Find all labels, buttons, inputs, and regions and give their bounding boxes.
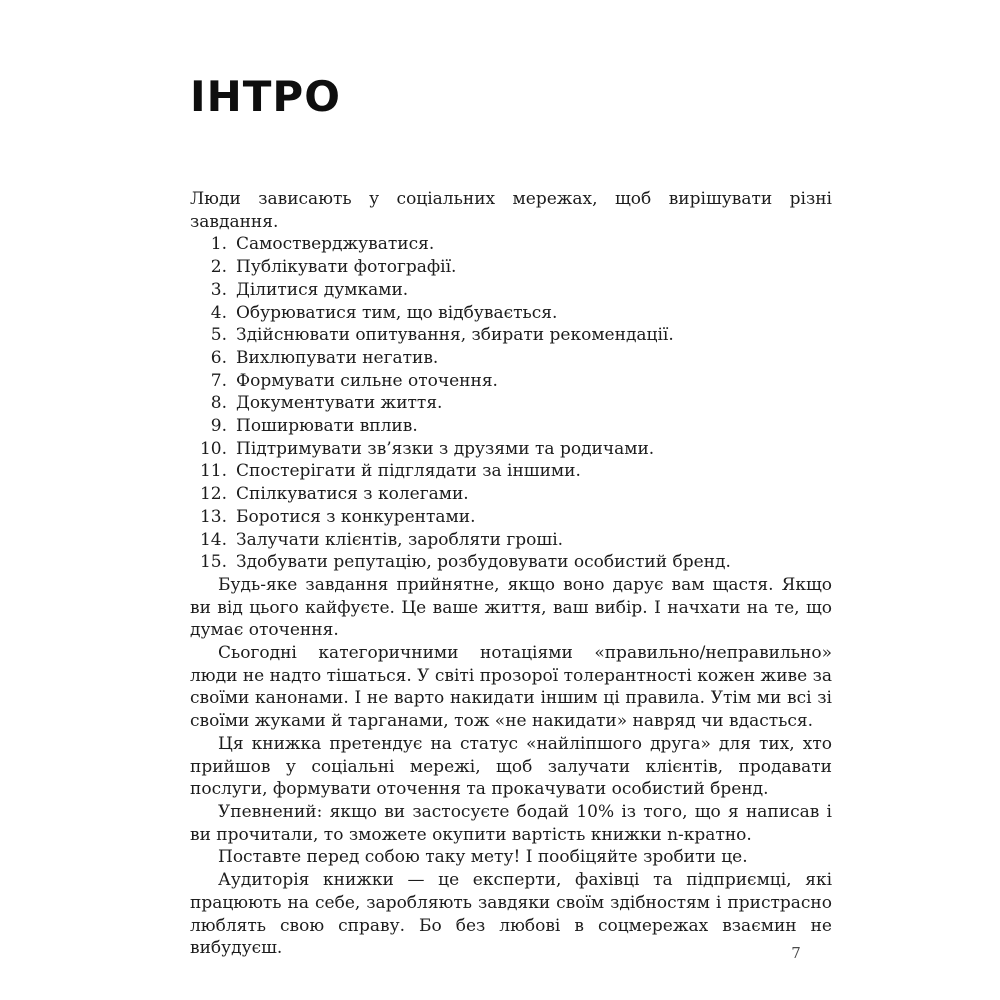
list-item-text: Боротися з конкурентами. [236,506,476,527]
list-item [190,529,832,552]
page-content [190,72,832,960]
paragraph: Упевнений: якщо ви застосуєте бодай 10% із того, що я написав і ви прочитали, то зможете окупити вартість книжки n-кратно. [190,801,832,845]
paragraph: Сьогодні категоричними нотаціями «правильно/неправильно» люди не надто тішаться. У світі прозорої толерантності кожен живе за своїми канонами. І не варто накидати іншим ці правила. Утім ми всі зі своїми жуками й тарганами, тож «не накидати» навряд чи вдасться. [190,643,832,732]
list-item [190,415,832,438]
list-item-text: Самостверджуватися. [236,234,435,255]
paragraph: Поставте перед собою таку мету! І пообіцяйте зробити це. [218,847,748,868]
body-text [190,188,832,960]
paragraph: Ця книжка претендує на статус «найліпшого друга» для тих, хто прийшов у соціальні мережі, щоб залучати клієнтів, продавати послуги, формувати оточення та прокачувати особистий бренд. [190,733,832,800]
paragraph: Будь-яке завдання прийнятне, якщо воно дарує вам щастя. Якщо ви від цього кайфуєте. Це ваше життя, ваш вибір. І начхати на те, що думає оточення. [190,574,832,641]
list-item [190,438,832,461]
list-item [190,483,832,506]
page-number: 7 [791,944,801,962]
list-item-text: Ділитися думками. [236,279,409,300]
list-item-number: 12. [199,484,227,505]
list-item-number: 6. [210,347,227,368]
list-item-text: Здійснювати опитування, збирати рекомендації. [236,325,674,346]
list-item-number: 9. [210,416,227,437]
list-item-number: 11. [199,461,227,482]
list-item-number: 1. [210,234,227,255]
list-item-number: 10. [199,438,227,459]
list-item-text: Підтримувати зв’язки з друзями та родичами. [236,438,655,459]
list-item-text: Вихлюпувати негатив. [236,347,439,368]
list-item [190,460,832,483]
list-item-text: Спілкуватися з колегами. [236,484,469,505]
list-item-text: Публікувати фотографії. [236,257,457,278]
list-item-number: 14. [199,529,227,550]
chapter-title: ІНТРО [190,72,341,121]
list-item-text: Поширювати вплив. [236,416,418,437]
list-item-text: Документувати життя. [236,393,443,414]
list-item [190,256,832,279]
list-item-number: 5. [210,325,227,346]
list-item [190,506,832,529]
list-item [190,324,832,347]
list-item [190,392,832,415]
list-item [190,233,832,256]
paragraph: Аудиторія книжки — це експерти, фахівці та підприємці, які працюють на себе, заробляють завдяки своїм здібностям і пристрасно люблять свою справу. Бо без любові в соцмережах взаємин не вибудуєш. [190,870,832,959]
tasks-list [190,233,832,574]
list-item-number: 2. [210,257,227,278]
list-item-text: Спостерігати й підглядати за іншими. [236,461,581,482]
list-item-text: Здобувати репутацію, розбудовувати особистий бренд. [236,552,731,573]
paragraph-block [190,574,832,960]
list-item-text: Формувати сильне оточення. [236,370,498,391]
list-item-number: 3. [210,279,227,300]
list-item-number: 8. [210,393,227,414]
list-item [190,551,832,574]
list-item [190,302,832,325]
list-item-number: 13. [199,506,227,527]
list-item [190,279,832,302]
intro-paragraph: Люди зависають у соціальних мережах, щоб вирішувати різні завдання. [190,189,832,232]
list-item-text: Залучати клієнтів, заробляти гроші. [236,529,564,550]
list-item-number: 4. [210,302,227,323]
list-item-number: 7. [210,370,227,391]
list-item [190,347,832,370]
list-item-number: 15. [199,552,227,573]
list-item-text: Обурюватися тим, що відбувається. [236,302,558,323]
list-item [190,370,832,393]
